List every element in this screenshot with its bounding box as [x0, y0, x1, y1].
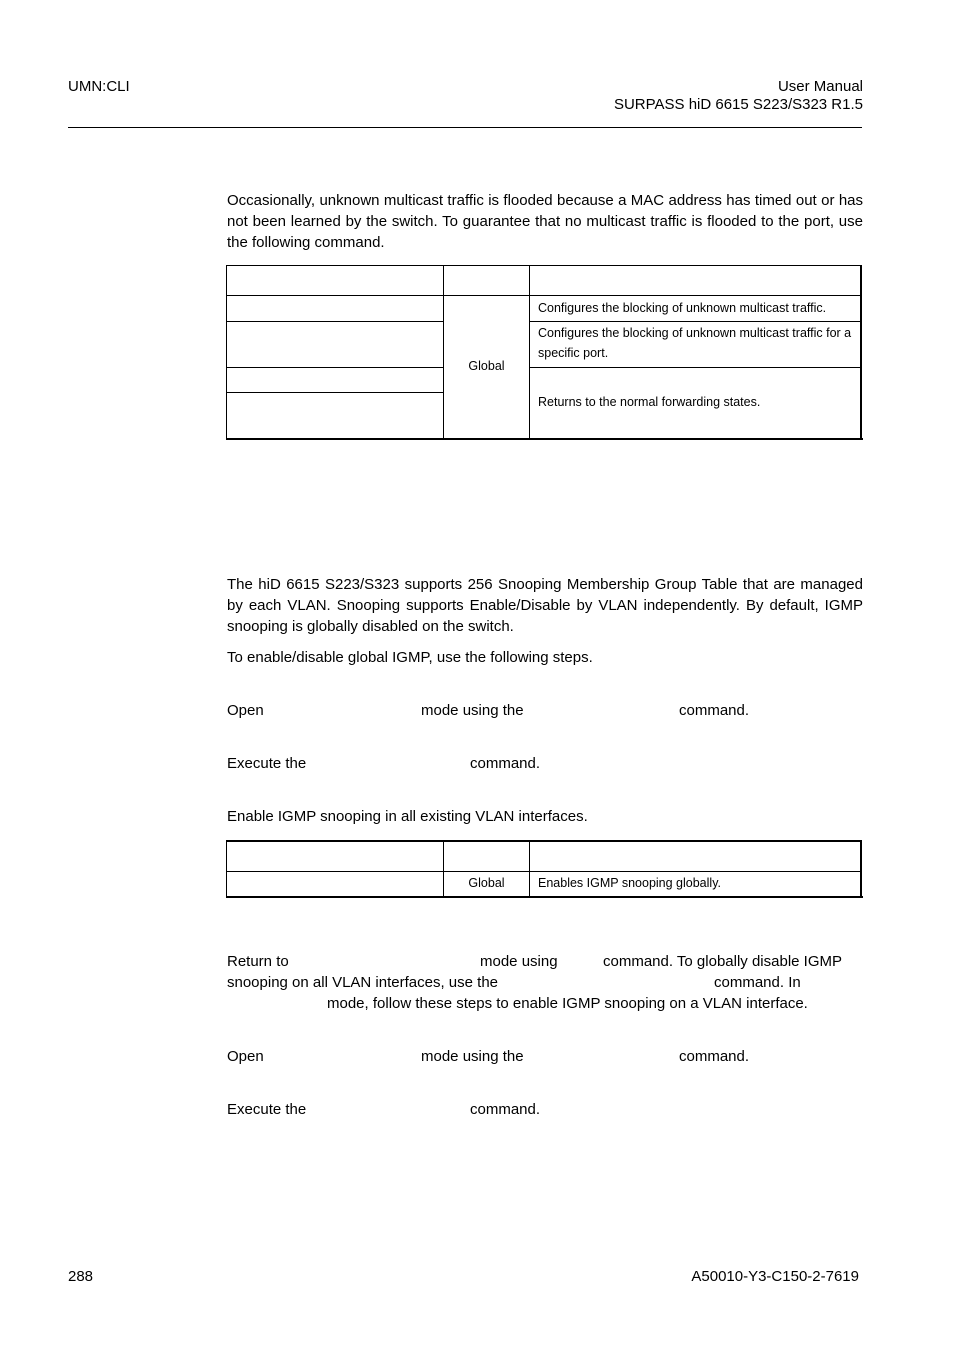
table1-mode: Global	[468, 359, 505, 373]
table2-mode: Global	[468, 876, 505, 890]
header-right-line1: User Manual	[777, 78, 863, 95]
step2-command: command.	[470, 755, 541, 772]
header-rule	[68, 127, 862, 128]
step2-execute: Execute the	[227, 755, 307, 772]
page-number: 288	[68, 1268, 94, 1285]
table1-desc-2: Configures the blocking of unknown multicast traffic for a specific port.	[538, 326, 852, 360]
document-id: A50010-Y3-C150-2-7619	[691, 1268, 859, 1285]
table1-desc-1: Configures the blocking of unknown multicast traffic.	[538, 301, 827, 315]
step1b-open: Open	[227, 1048, 264, 1065]
command-global-disable: command. To globally disable IGMP	[603, 953, 843, 970]
snooping-all-vlan: snooping on all VLAN interfaces, use the	[227, 974, 499, 991]
mode-follow-steps: mode, follow these steps to enable IGMP snooping on a VLAN interface.	[327, 995, 808, 1012]
steps-intro: To enable/disable global IGMP, use the following steps.	[227, 649, 593, 666]
step3-text: Enable IGMP snooping in all existing VLAN interfaces.	[227, 808, 588, 825]
step1b-command: command.	[679, 1048, 750, 1065]
return-to: Return to	[227, 953, 289, 970]
intro-paragraph-1: Occasionally, unknown multicast traffic is flooded because a MAC address has timed out or has not been learned by the switch. To guarantee that no multicast traffic is flooded to the port, use the following command.	[227, 192, 863, 251]
mode-using: mode using	[480, 953, 558, 970]
step2b-command: command.	[470, 1101, 541, 1118]
command-in: command. In	[714, 974, 801, 991]
header-left: UMN:CLI	[68, 78, 130, 95]
step1-command: command.	[679, 702, 750, 719]
header-right-line2: SURPASS hiD 6615 S223/S323 R1.5	[613, 96, 863, 113]
step1-open: Open	[227, 702, 264, 719]
intro-paragraph-2: The hiD 6615 S223/S323 supports 256 Snooping Membership Group Table that are managed by each VLAN. Snooping supports Enable/Disable by VLAN independently. By default, IGMP snooping is globally disabled on the switch.	[227, 576, 863, 635]
table2-desc: Enables IGMP snooping globally.	[538, 876, 721, 890]
step1b-mode: mode using the	[421, 1048, 524, 1065]
step1-mode: mode using the	[421, 702, 524, 719]
step2b-execute: Execute the	[227, 1101, 307, 1118]
table1-desc-3: Returns to the normal forwarding states.	[538, 395, 761, 409]
